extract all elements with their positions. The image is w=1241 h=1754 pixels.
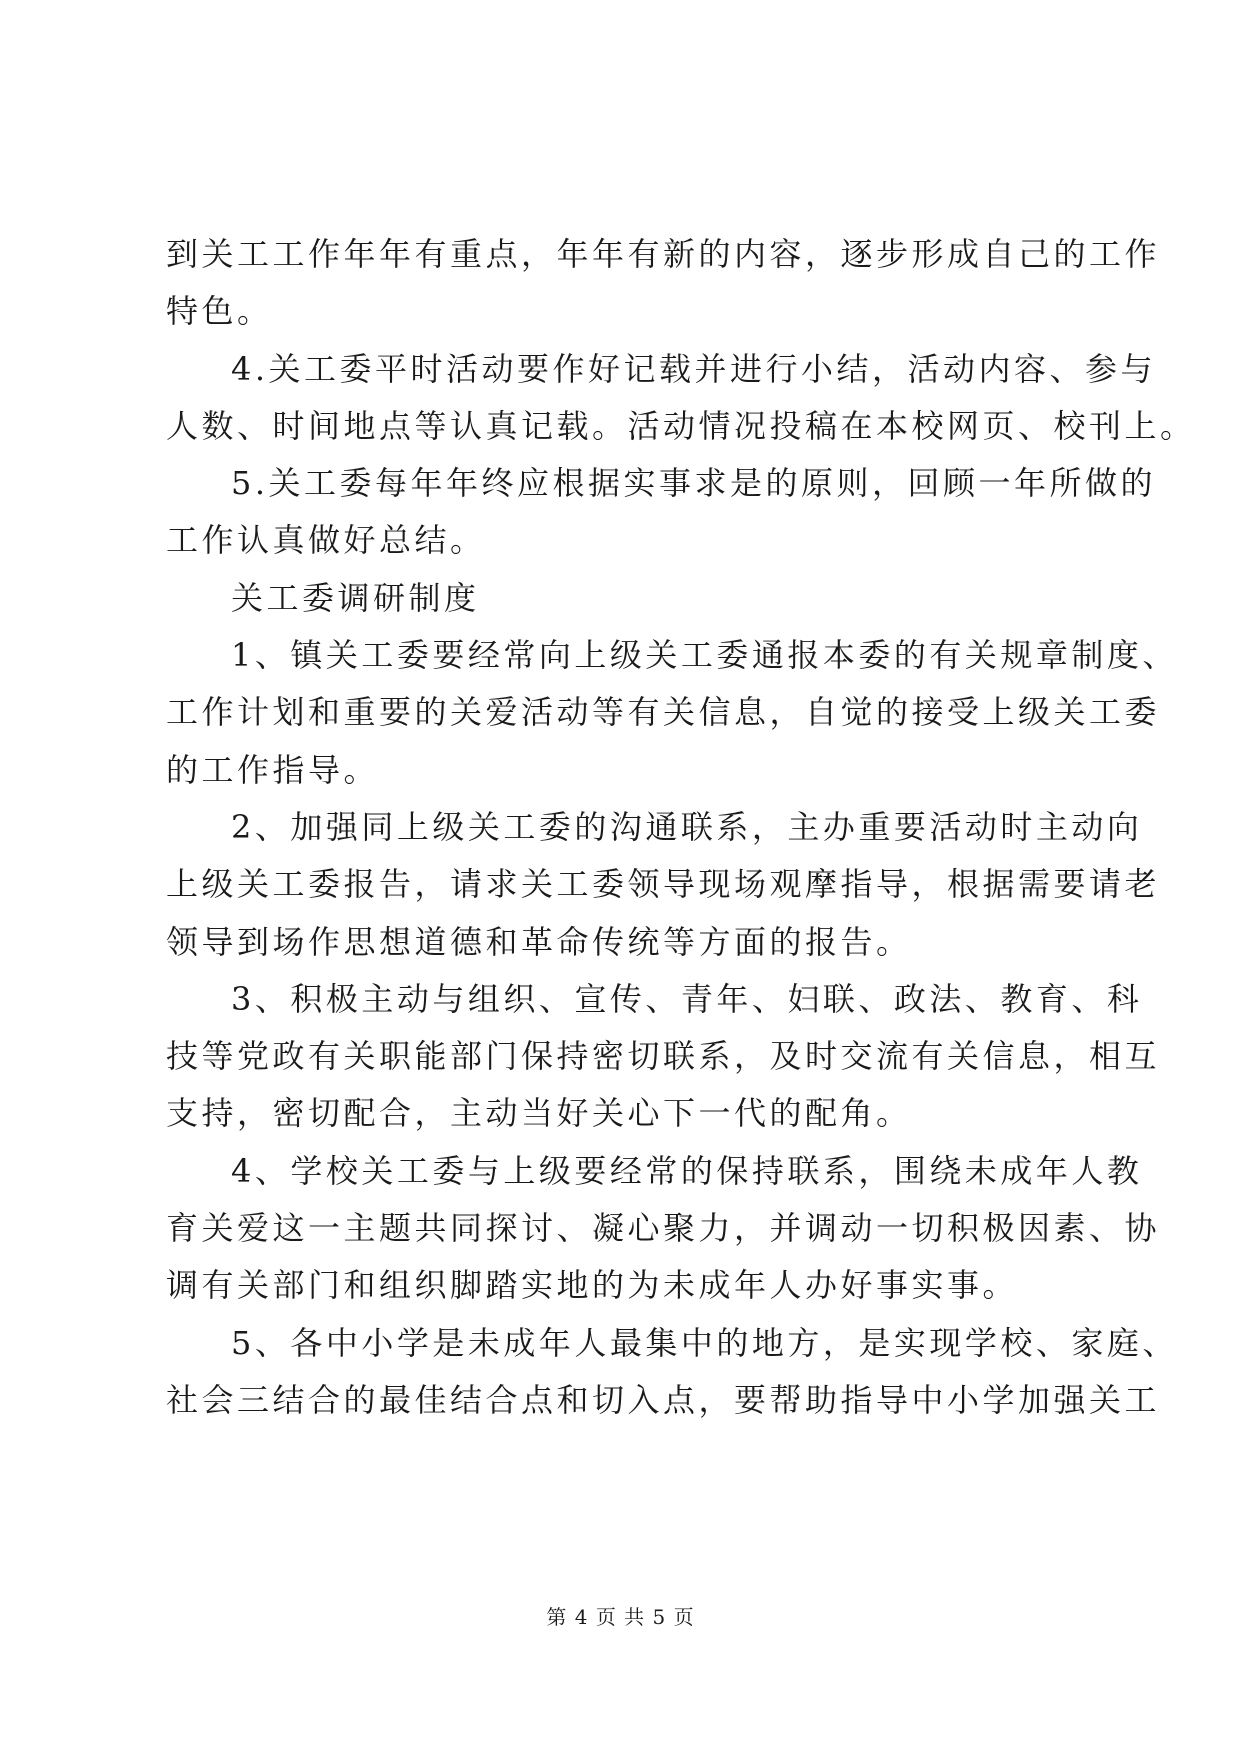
document-body xyxy=(166,226,1196,1429)
text-line: 4、学校关工委与上级要经常的保持联系，围绕未成年人教 xyxy=(231,1151,1143,1190)
text-line: 育关爱这一主题共同探讨、凝心聚力，并调动一切积极因素、协 xyxy=(166,1209,1161,1248)
text-line: 特色。 xyxy=(166,292,273,331)
text-line: 到关工工作年年有重点，年年有新的内容，逐步形成自己的工作 xyxy=(166,235,1161,273)
text-line: 5、各中小学是未成年人最集中的地方，是实现学校、家庭、 xyxy=(231,1323,1178,1362)
text-line: 技等党政有关职能部门保持密切联系，及时交流有关信息，相互 xyxy=(166,1037,1161,1076)
text-line: 工作计划和重要的关爱活动等有关信息，自觉的接受上级关工委 xyxy=(166,693,1161,732)
text-line: 支持，密切配合，主动当好关心下一代的配角。 xyxy=(166,1094,912,1133)
text-line: 5.关工委每年年终应根据实事求是的原则，回顾一年所做的 xyxy=(231,464,1157,503)
text-line: 人数、时间地点等认真记载。活动情况投稿在本校网页、校刊上。 xyxy=(166,406,1196,445)
text-line: 上级关工委报告，请求关工委领导现场观摩指导，根据需要请老 xyxy=(166,865,1161,904)
text-line: 工作认真做好总结。 xyxy=(166,521,486,560)
text-line: 的工作指导。 xyxy=(166,750,380,789)
text-line: 4.关工委平时活动要作好记载并进行小结，活动内容、参与 xyxy=(231,349,1157,388)
text-line: 2、加强同上级关工委的沟通联系，主办重要活动时主动向 xyxy=(231,807,1143,846)
text-line: 社会三结合的最佳结合点和切入点，要帮助指导中小学加强关工 xyxy=(166,1380,1161,1419)
text-line: 领导到场作思想道德和革命传统等方面的报告。 xyxy=(166,922,912,961)
section-heading: 关工委调研制度 xyxy=(231,578,480,617)
page-number-footer: 第 4 页 共 5 页 xyxy=(546,1605,695,1629)
text-line: 3、积极主动与组织、宣传、青年、妇联、政法、教育、科 xyxy=(231,979,1143,1018)
text-line: 1、镇关工委要经常向上级关工委通报本委的有关规章制度、 xyxy=(231,636,1178,675)
text-line: 调有关部门和组织脚踏实地的为未成年人办好事实事。 xyxy=(166,1266,1019,1305)
